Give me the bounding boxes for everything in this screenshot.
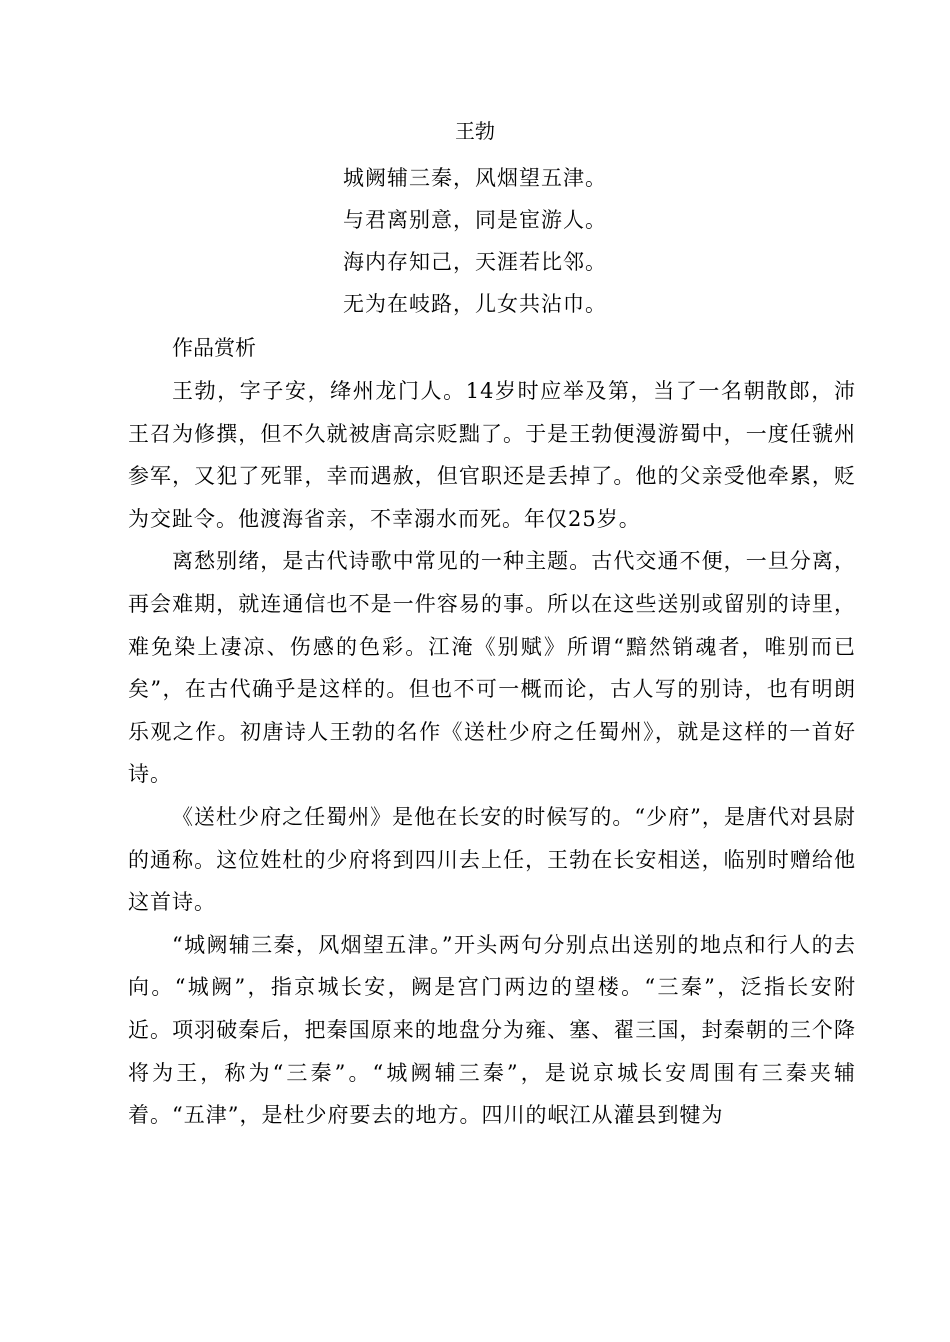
- paragraph-background: 《送杜少府之任蜀州》是他在长安的时候写的。“少府”，是唐代对县尉的通称。这位姓杜的少府将到四川去上任，王勃在长安相送，临别时赠给他这首诗。: [128, 804, 856, 915]
- poem-text: [0, 157, 950, 325]
- poem-line: 城阙辅三秦，风烟望五津。: [343, 166, 607, 190]
- commentary-body: [128, 370, 856, 1137]
- poem-line: 与君离别意，同是宦游人。: [343, 208, 607, 232]
- poem-line: 海内存知己，天涯若比邻。: [343, 250, 607, 274]
- poem-author: 王勃: [455, 119, 495, 143]
- paragraph-theme: 离愁别绪，是古代诗歌中常见的一种主题。古代交通不便，一旦分离，再会难期，就连通信也不是一件容易的事。所以在这些送别或留别的诗里，难免染上凄凉、伤感的色彩。江淹《别赋》所谓“黯然销魂者，唯别而已矣”，在古代确乎是这样的。但也不可一概而论，古人写的别诗，也有明朗乐观之作。初唐诗人王勃的名作《送杜少府之任蜀州》，就是这样的一首好诗。: [128, 549, 856, 787]
- poem-line: 无为在岐路，儿女共沾巾。: [343, 292, 607, 316]
- paragraph-analysis: “城阙辅三秦，风烟望五津。”开头两句分别点出送别的地点和行人的去向。“城阙”，指京城长安，阙是宫门两边的望楼。“三秦”，泛指长安附近。项羽破秦后，把秦国原来的地盘分为雍、塞、翟三国，封秦朝的三个降将为王，称为“三秦”。“城阙辅三秦”，是说京城长安周围有三秦夹辅着。“五津”，是杜少府要去的地方。四川的岷江从灌县到犍为: [128, 932, 856, 1128]
- paragraph-biography: 王勃，字子安，绛州龙门人。14岁时应举及第，当了一名朝散郎，沛王召为修撰，但不久就被唐高宗贬黜了。于是王勃便漫游蜀中，一度任虢州参军，又犯了死罪，幸而遇赦，但官职还是丢掉了。他的父亲受他牵累，贬为交趾令。他渡海省亲，不幸溺水而死。年仅25岁。: [128, 379, 856, 531]
- section-heading: 作品赏析: [172, 336, 256, 360]
